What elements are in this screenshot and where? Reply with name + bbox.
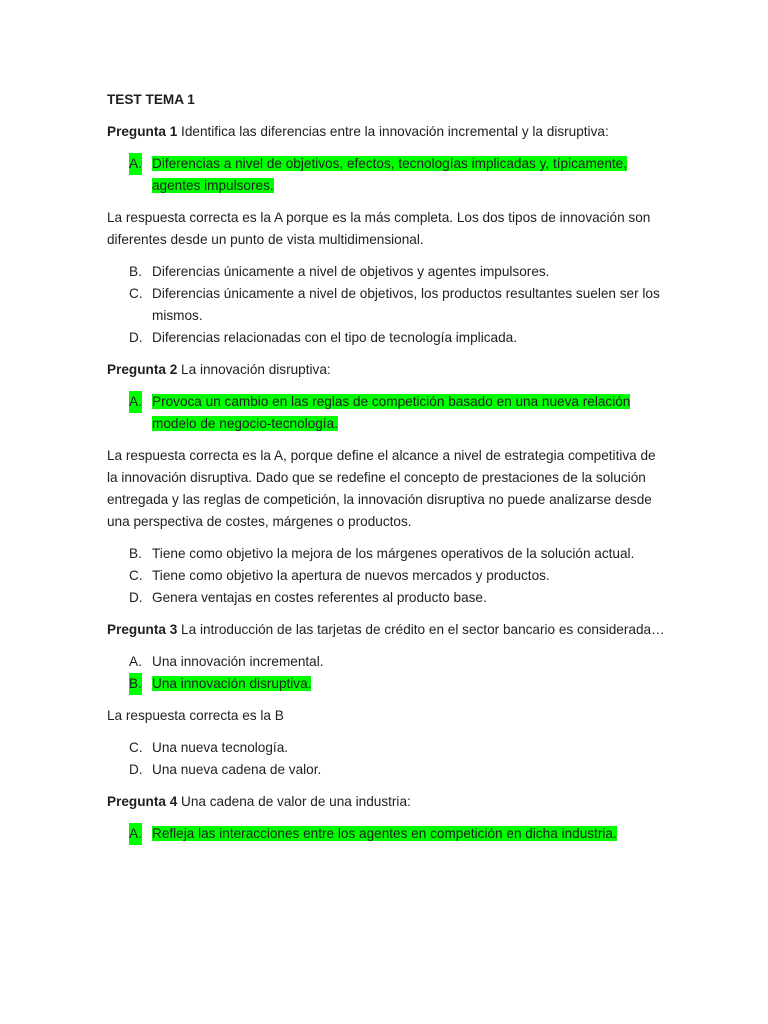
answer-option-c [107,283,667,327]
answer-option-a-correct [107,823,667,845]
option-text: Diferencias únicamente a nivel de objetivos, los productos resultantes suelen ser los mismos. [152,286,660,323]
option-text: Refleja las interacciones entre los agentes en competición en dicha industria. [152,826,617,841]
option-text: Una innovación incremental. [152,654,324,669]
question-4 [107,791,667,813]
answer-explanation: La respuesta correcta es la A porque es la más completa. Los dos tipos de innovación son diferentes desde un punto de vista multidimensional. [107,210,651,247]
option-text: Diferencias relacionadas con el tipo de tecnología implicada. [152,330,517,345]
option-text: Tiene como objetivo la mejora de los márgenes operativos de la solución actual. [152,546,635,561]
question-text: La innovación disruptiva: [177,362,331,377]
question-label: Pregunta 1 [107,124,178,139]
answer-option-b-correct [107,673,667,695]
document-title: TEST TEMA 1 [107,92,195,107]
question-text: La introducción de las tarjetas de crédito en el sector bancario es considerada… [177,622,665,637]
answer-options-list [107,543,667,609]
answer-option-b [107,261,667,283]
correct-answer-list [107,391,667,435]
option-letter: D. [129,762,143,777]
option-text: Diferencias a nivel de objetivos, efectos, tecnologías implicadas y, típicamente, agentes impulsores. [152,156,628,193]
option-letter: D. [129,590,143,605]
answer-option-a [107,651,667,673]
option-text: Diferencias únicamente a nivel de objetivos y agentes impulsores. [152,264,550,279]
answer-option-d [107,327,667,349]
question-text: Identifica las diferencias entre la innovación incremental y la disruptiva: [177,124,609,139]
answer-option-d [107,587,667,609]
option-letter: B. [129,673,142,695]
answer-option-a-correct [107,153,667,197]
answer-explanation: La respuesta correcta es la B [107,708,284,723]
option-letter: A. [129,391,142,413]
question-label: Pregunta 2 [107,362,178,377]
answer-options-list [107,651,667,695]
answer-explanation: La respuesta correcta es la A, porque define el alcance a nivel de estrategia competitiva de la innovación disruptiva. Dado que se redefine el concepto de prestaciones de la solución entregada y las reglas de competición, la innovación disruptiva no puede analizarse desde una perspectiva de costes, márgenes o productos. [107,448,656,529]
option-letter: B. [129,546,142,561]
correct-answer-list [107,823,667,845]
answer-options-list [107,737,667,781]
answer-options-list [107,261,667,349]
option-letter: D. [129,330,143,345]
option-text: Provoca un cambio en las reglas de competición basado en una nueva relación modelo de negocio-tecnología. [152,394,631,431]
option-letter: C. [129,740,143,755]
answer-option-d [107,759,667,781]
option-letter: B. [129,264,142,279]
option-text: Una nueva cadena de valor. [152,762,322,777]
question-1 [107,121,667,143]
option-letter: A. [129,823,142,845]
question-3 [107,619,667,641]
answer-option-b [107,543,667,565]
option-text: Una nueva tecnología. [152,740,289,755]
answer-option-c [107,737,667,759]
document-body [107,89,667,855]
option-letter: A. [129,654,142,669]
option-letter: C. [129,286,143,301]
question-2 [107,359,667,381]
question-label: Pregunta 4 [107,794,178,809]
option-letter: C. [129,568,143,583]
option-text: Genera ventajas en costes referentes al producto base. [152,590,487,605]
option-letter: A. [129,153,142,175]
answer-option-c [107,565,667,587]
option-text: Tiene como objetivo la apertura de nuevos mercados y productos. [152,568,550,583]
answer-option-a-correct [107,391,667,435]
option-text: Una innovación disruptiva. [152,676,312,691]
question-text: Una cadena de valor de una industria: [177,794,411,809]
question-label: Pregunta 3 [107,622,178,637]
correct-answer-list [107,153,667,197]
